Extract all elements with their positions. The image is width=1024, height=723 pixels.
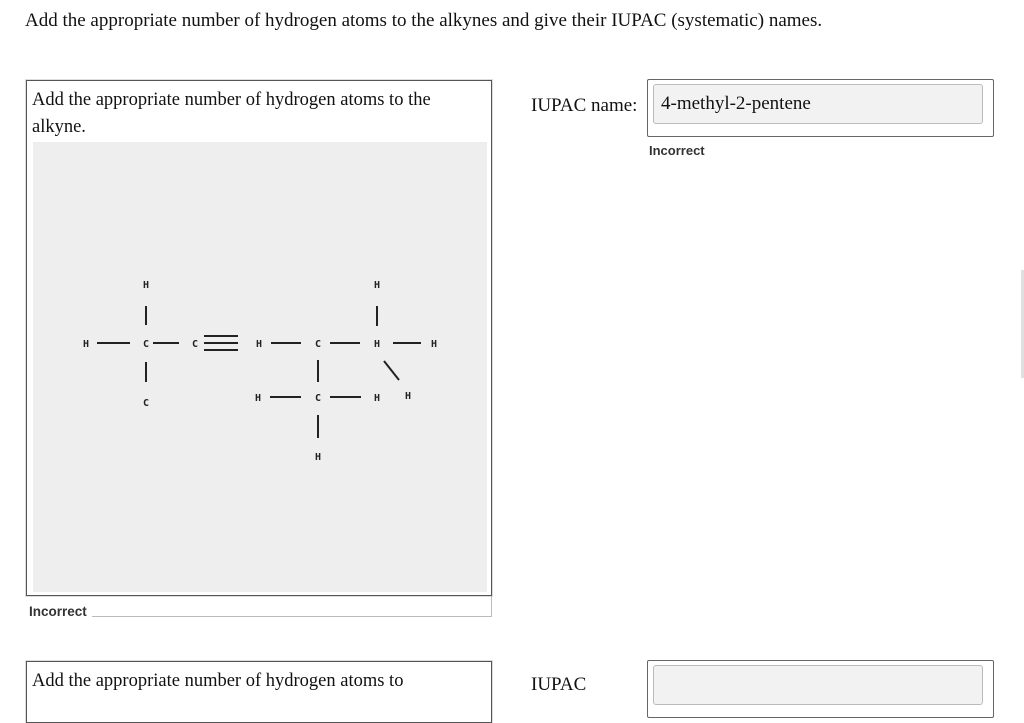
atom-h[interactable]: H [373,280,381,291]
iupac-name-input-2[interactable] [653,665,983,705]
feedback-divider [92,616,492,617]
structure-panel [26,80,492,596]
drawing-feedback: Incorrect [29,604,87,619]
iupac-name-box-2 [647,660,994,718]
iupac-name-label: IUPAC name: [531,95,638,116]
feedback-divider [491,596,492,617]
structure-panel-2 [26,661,492,723]
atom-c[interactable]: H [255,339,263,350]
molecule-structure[interactable] [33,142,487,592]
atom-c[interactable]: C [142,339,150,350]
iupac-name-input[interactable] [653,84,983,124]
atom-c[interactable]: C [191,339,199,350]
drawing-canvas[interactable] [33,142,487,592]
atom-h[interactable]: H [82,339,90,350]
atom-h[interactable]: H [373,393,381,404]
atom-h[interactable]: C [142,398,150,409]
atom-h[interactable]: H [314,452,322,463]
atom-h[interactable]: H [254,393,262,404]
atom-c[interactable]: H [373,339,381,350]
iupac-name-box [647,79,994,137]
atom-h[interactable]: H [430,339,438,350]
panel-title-2: Add the appropriate number of hydrogen atoms to [32,671,404,691]
bond [384,361,399,380]
atom-h[interactable]: C [314,339,322,350]
atom-h[interactable]: H [142,280,150,291]
iupac-name-label-2: IUPAC [531,674,587,695]
panel-title: Add the appropriate number of hydrogen atoms to the alkyne. [32,90,431,137]
atom-c[interactable]: C [314,393,322,404]
name-feedback: Incorrect [649,143,705,158]
question-prompt: Add the appropriate number of hydrogen atoms to the alkynes and give their IUPAC (systematic) names. [25,10,823,31]
atom-h[interactable]: H [404,391,412,402]
